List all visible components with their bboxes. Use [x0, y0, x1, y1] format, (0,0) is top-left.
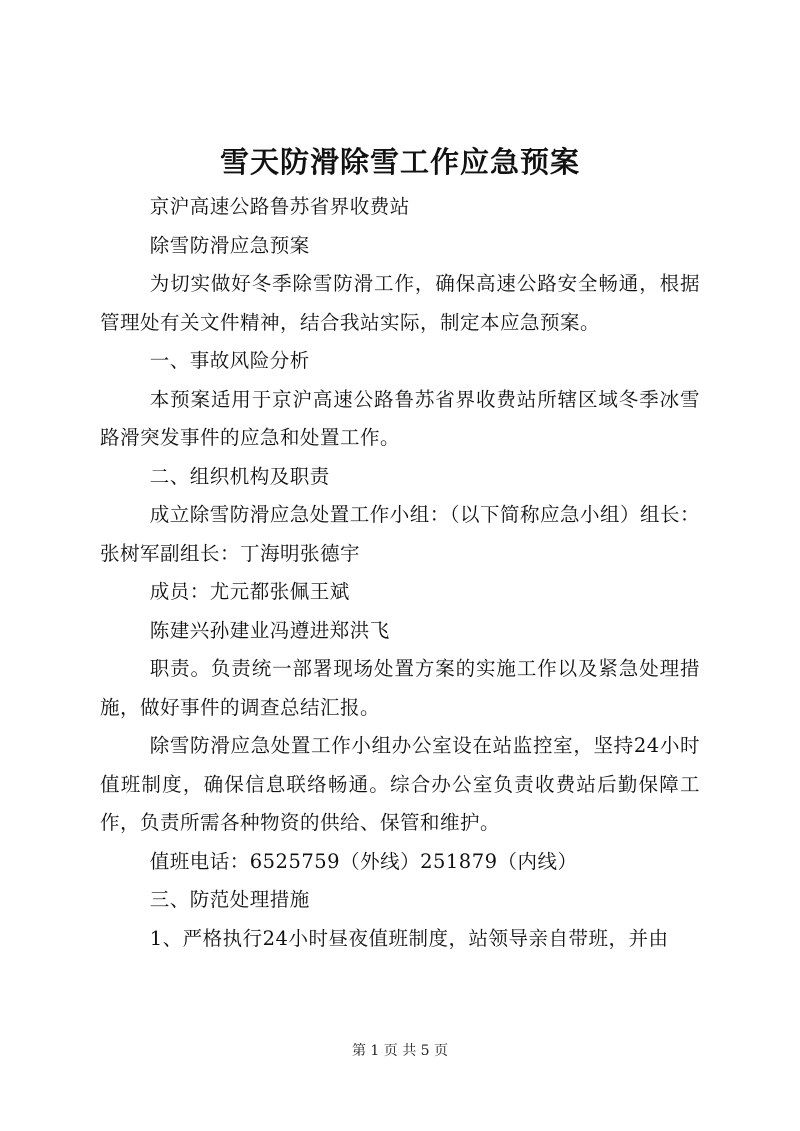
paragraph-purpose: 为切实做好冬季除雪防滑工作，确保高速公路安全畅通，根据管理处有关文件精神，结合我站实际，制定本应急预案。	[100, 272, 700, 334]
paragraph-station-name: 京沪高速公路鲁苏省界收费站	[149, 195, 410, 218]
section-heading-measures: 三、防范处理措施	[149, 888, 310, 911]
paragraph-members-continued: 陈建兴孙建业冯遵进郑洪飞	[149, 618, 390, 642]
section-heading-organization: 二、组织机构及职责	[149, 464, 330, 488]
paragraph-responsibilities: 职责。负责统一部署现场处置方案的实施工作以及紧急处理措施，做好事件的调查总结汇报。	[100, 657, 700, 719]
paragraph-duty-phone: 值班电话：6525759（外线）251879（内线）	[149, 849, 578, 873]
paragraph-members: 成员：尤元都张佩王斌	[149, 580, 350, 603]
paragraph-measure-1: 1、严格执行24小时昼夜值班制度，站领导亲自带班，并由	[149, 926, 669, 950]
paragraph-scope: 本预案适用于京沪高速公路鲁苏省界收费站所辖区域冬季冰雪路滑突发事件的应急和处置工作。	[100, 387, 700, 449]
section-heading-risk-analysis: 一、事故风险分析	[149, 349, 310, 372]
page-number-footer: 第 1 页 共 5 页	[351, 1043, 449, 1059]
paragraph-office: 除雪防滑应急处置工作小组办公室设在站监控室，坚持24小时值班制度，确保信息联络畅通。综合办公室负责收费站后勤保障工作，负责所需各种物资的供给、保管和维护。	[100, 734, 700, 834]
paragraph-team-leaders: 成立除雪防滑应急处置工作小组：（以下简称应急小组）组长：张树军副组长：丁海明张德宇	[100, 503, 700, 565]
paragraph-plan-name: 除雪防滑应急预案	[149, 233, 310, 257]
document-title: 雪天防滑除雪工作应急预案	[219, 145, 580, 179]
document-body	[100, 188, 700, 958]
